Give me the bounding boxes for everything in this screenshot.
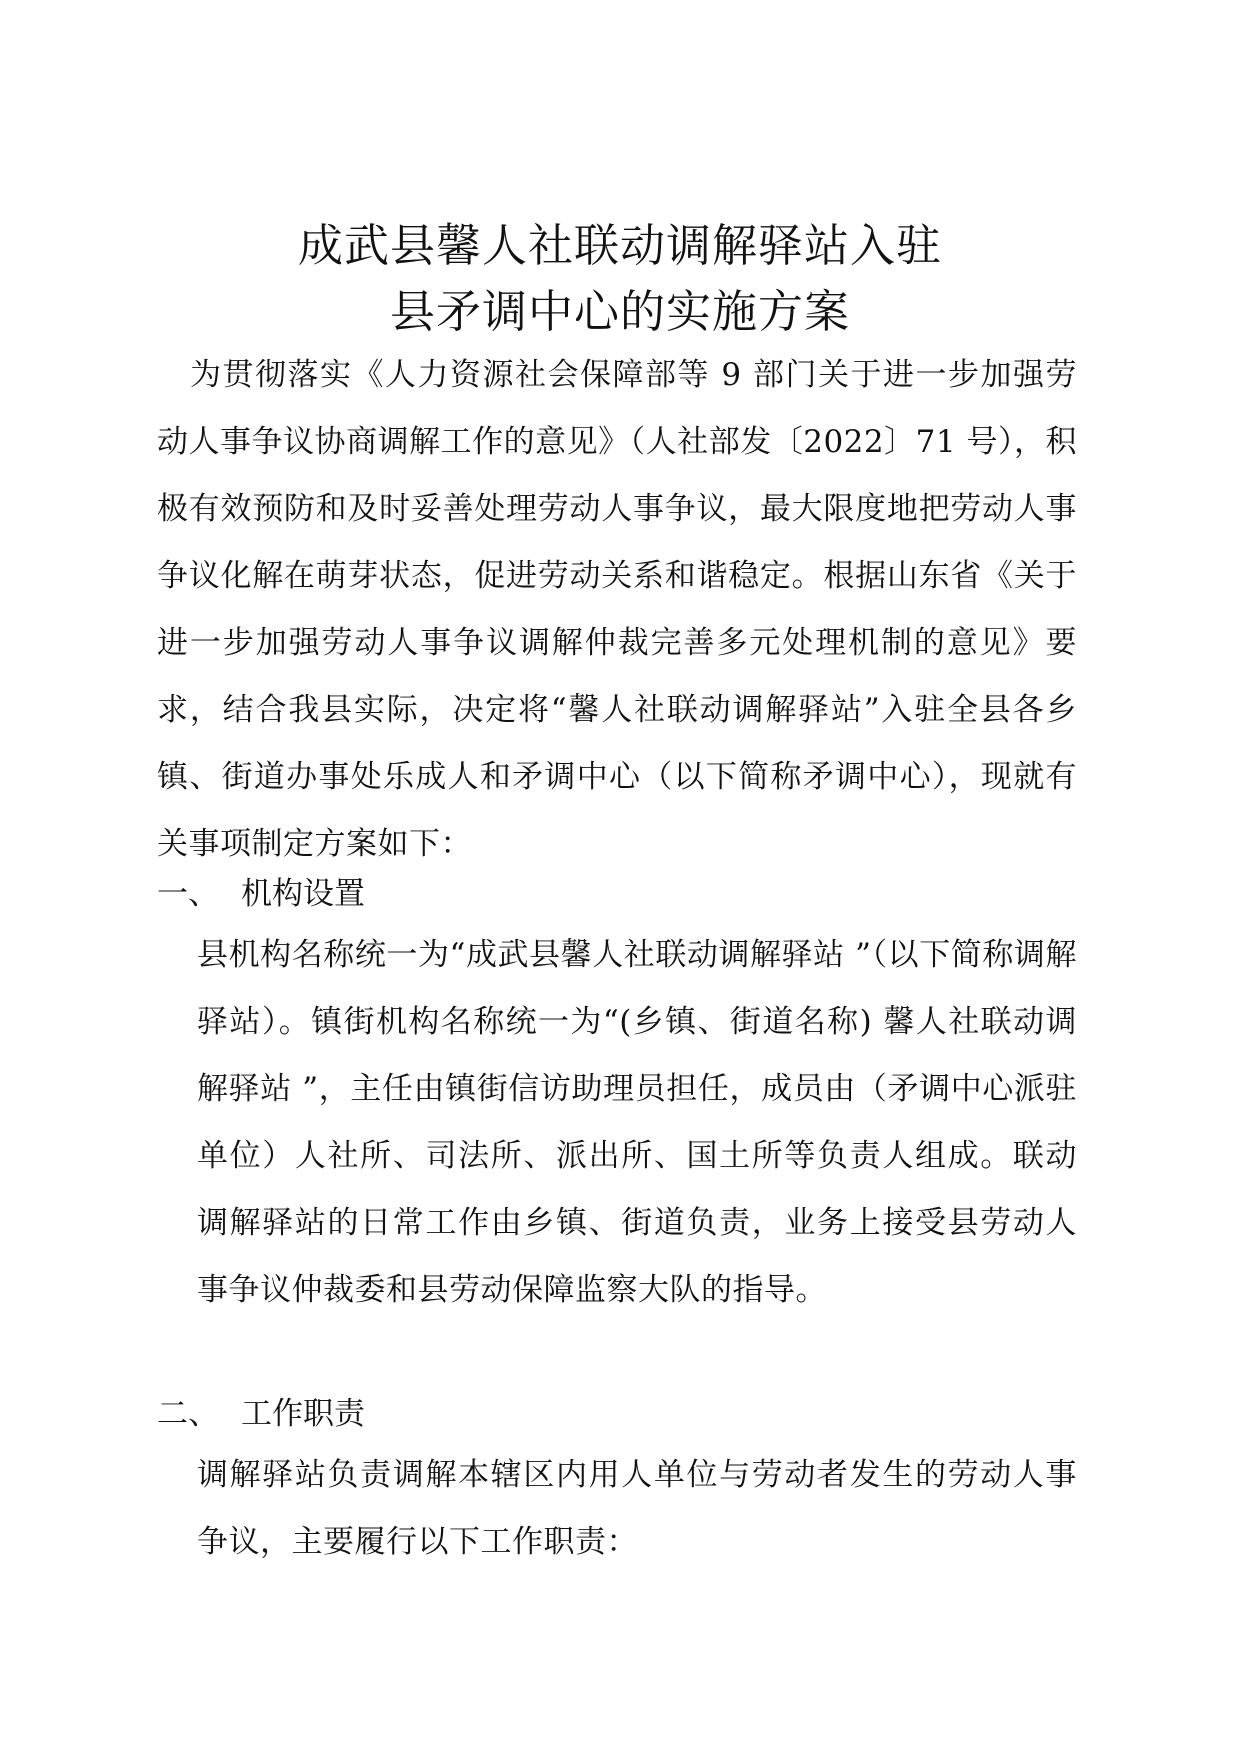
intro-paragraph: 为贯彻落实《人力资源社会保障部等 9 部门关于进一步加强劳动人事争议协商调解工作的意见》（人社部发〔2022〕71 号），积极有效预防和及时妥善处理劳动人事争议，最大限度地把劳动人事争议化解在萌芽状态，促进劳动关系和谐稳定。根据山东省《关于进一步加强劳动人事争议调解仲裁完善多元处理机制的意见》要求，结合我县实际，决定将“馨人社联动调解驿站”入驻全县各乡镇、街道办事处乐成人和矛调中心（以下简称矛调中心），现就有关事项制定方案如下： <box>157 357 1077 862</box>
section-2-number: 二、 <box>157 1396 219 1432</box>
section-1-title: 机构设置 <box>241 876 365 912</box>
section-2-body: 调解驿站负责调解本辖区内用人单位与劳动者发生的劳动人事争议，主要履行以下工作职责： <box>197 1457 1077 1560</box>
section-1-body: 县机构名称统一为“成武县馨人社联动调解驿站 ”（以下简称调解驿站）。镇街机构名称统一为“(乡镇、街道名称) 馨人社联动调解驿站 ”，主任由镇街信访助理员担任，成员由（矛调中心派驻单位）人社所、司法所、派出所、国土所等负责人组成。联动调解驿站的日常工作由乡镇、街道负责，业务上接受县劳动人事争议仲裁委和县劳动保障监察大队的指导。 <box>197 937 1077 1308</box>
section-1-heading <box>157 864 365 924</box>
document-title-line-1: 成武县馨人社联动调解驿站入驻 <box>297 219 942 272</box>
section-2-heading <box>157 1384 365 1444</box>
document-title-line-2: 县矛调中心的实施方案 <box>389 285 850 338</box>
section-2-title: 工作职责 <box>241 1396 365 1432</box>
section-1-number: 一、 <box>157 876 219 912</box>
